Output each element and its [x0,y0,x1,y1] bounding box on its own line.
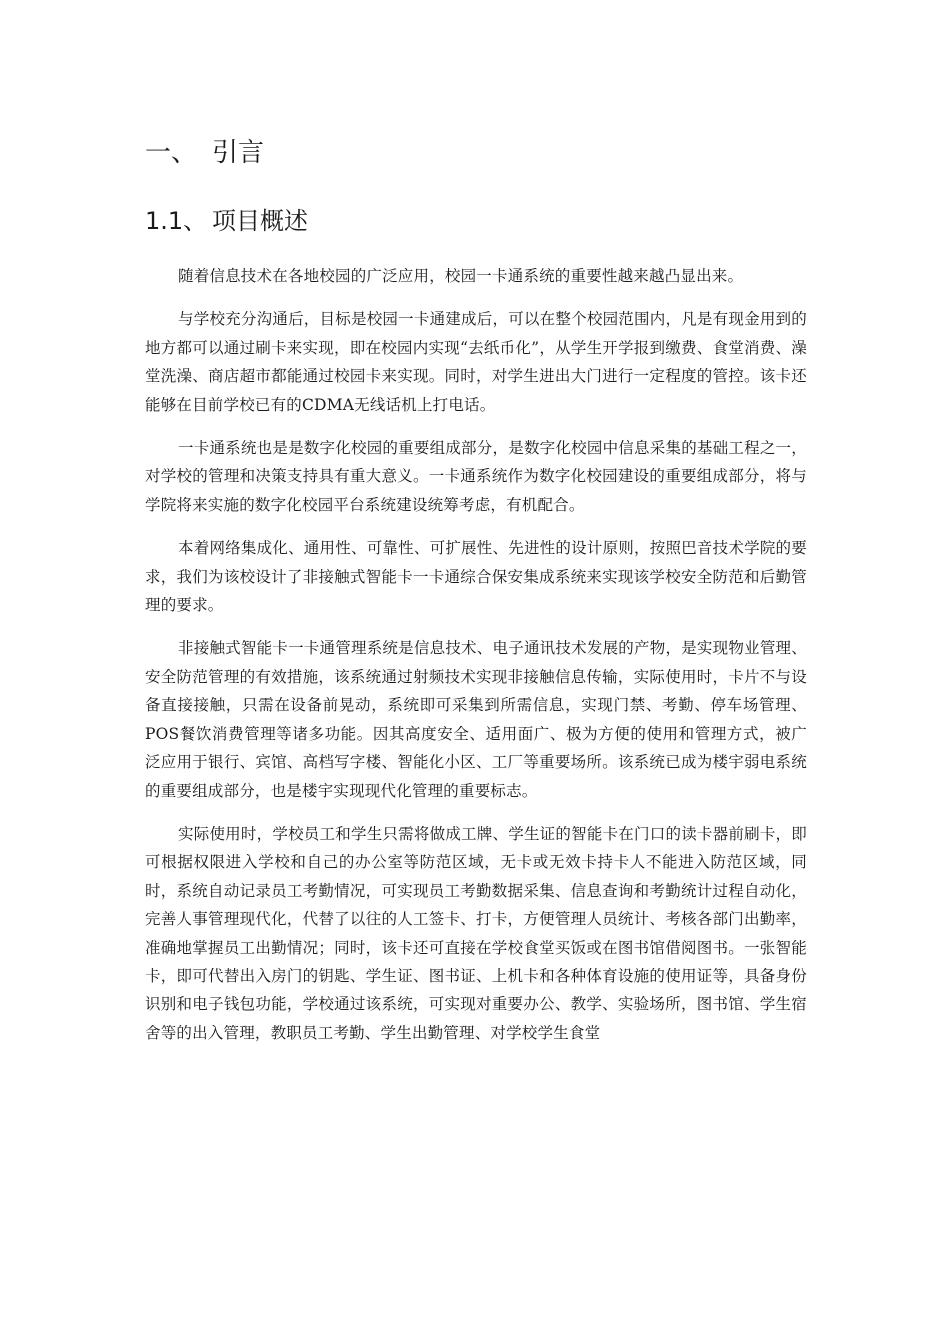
paragraph: 非接触式智能卡一卡通管理系统是信息技术、电子通讯技术发展的产物，是实现物业管理、安全防范管理的有效措施，该系统通过射频技术实现非接触信息传输，实际使用时，卡片不与设备直接接触，只需在设备前晃动，系统即可采集到所需信息，实现门禁、考勤、停车场管理、POS餐饮消费管理等诸多功能。因其高度安全、适用面广、极为方便的使用和管理方式，被广泛应用于银行、宾馆、高档写字楼、智能化小区、工厂等重要场所。该系统已成为楼宇弱电系统的重要组成部分，也是楼宇实现现代化管理的重要标志。 [145,639,807,800]
section-heading [145,136,264,170]
subsection-heading [145,204,308,238]
subsection-number: 1.1、 [145,207,208,235]
section-title: 引言 [212,138,265,168]
paragraph: 实际使用时，学校员工和学生只需将做成工牌、学生证的智能卡在门口的读卡器前刷卡，即可根据权限进入学校和自己的办公室等防范区域，无卡或无效卡持卡人不能进入防范区域，同时，系统自动记录员工考勤情况，可实现员工考勤数据采集、信息查询和考勤统计过程自动化，完善人事管理现代化，代替了以往的人工签卡、打卡，方便管理人员统计、考核各部门出勤率，准确地掌握员工出勤情况；同时，该卡还可直接在学校食堂买饭或在图书馆借阅图书。一张智能卡，即可代替出入房门的钥匙、学生证、图书证、上机卡和各种体育设施的使用证等，具备身份识别和电子钱包功能，学校通过该系统，可实现对重要办公、教学、实验场所，图书馆、学生宿舍等的出入管理，教职员工考勤、学生出勤管理、对学校学生食堂 [145,824,807,1042]
section-number: 一、 [145,138,198,168]
paragraph: 本着网络集成化、通用性、可靠性、可扩展性、先进性的设计原则，按照巴音技术学院的要求，我们为该校设计了非接触式智能卡一卡通综合保安集成系统来实现该学校安全防范和后勤管理的要求。 [145,539,807,615]
body-text [145,262,807,1062]
paragraph: 与学校充分沟通后，目标是校园一卡通建成后，可以在整个校园范围内，凡是有现金用到的地方都可以通过刷卡来实现，即在校园内实现“去纸币化”，从学生开学报到缴费、食堂消费、澡堂洗澡、商店超市都能通过校园卡来实现。同时，对学生进出大门进行一定程度的管控。该卡还能够在目前学校已有的CDMA无线话机上打电话。 [145,310,807,414]
paragraph: 随着信息技术在各地校园的广泛应用，校园一卡通系统的重要性越来越凸显出来。 [178,267,744,285]
subsection-title: 项目概述 [212,207,308,235]
paragraph: 一卡通系统也是是数字化校园的重要组成部分，是数字化校园中信息采集的基础工程之一，对学校的管理和决策支持具有重大意义。一卡通系统作为数字化校园建设的重要组成部分，将与学院将来实施的数字化校园平台系统建设统筹考虑，有机配合。 [145,439,807,514]
